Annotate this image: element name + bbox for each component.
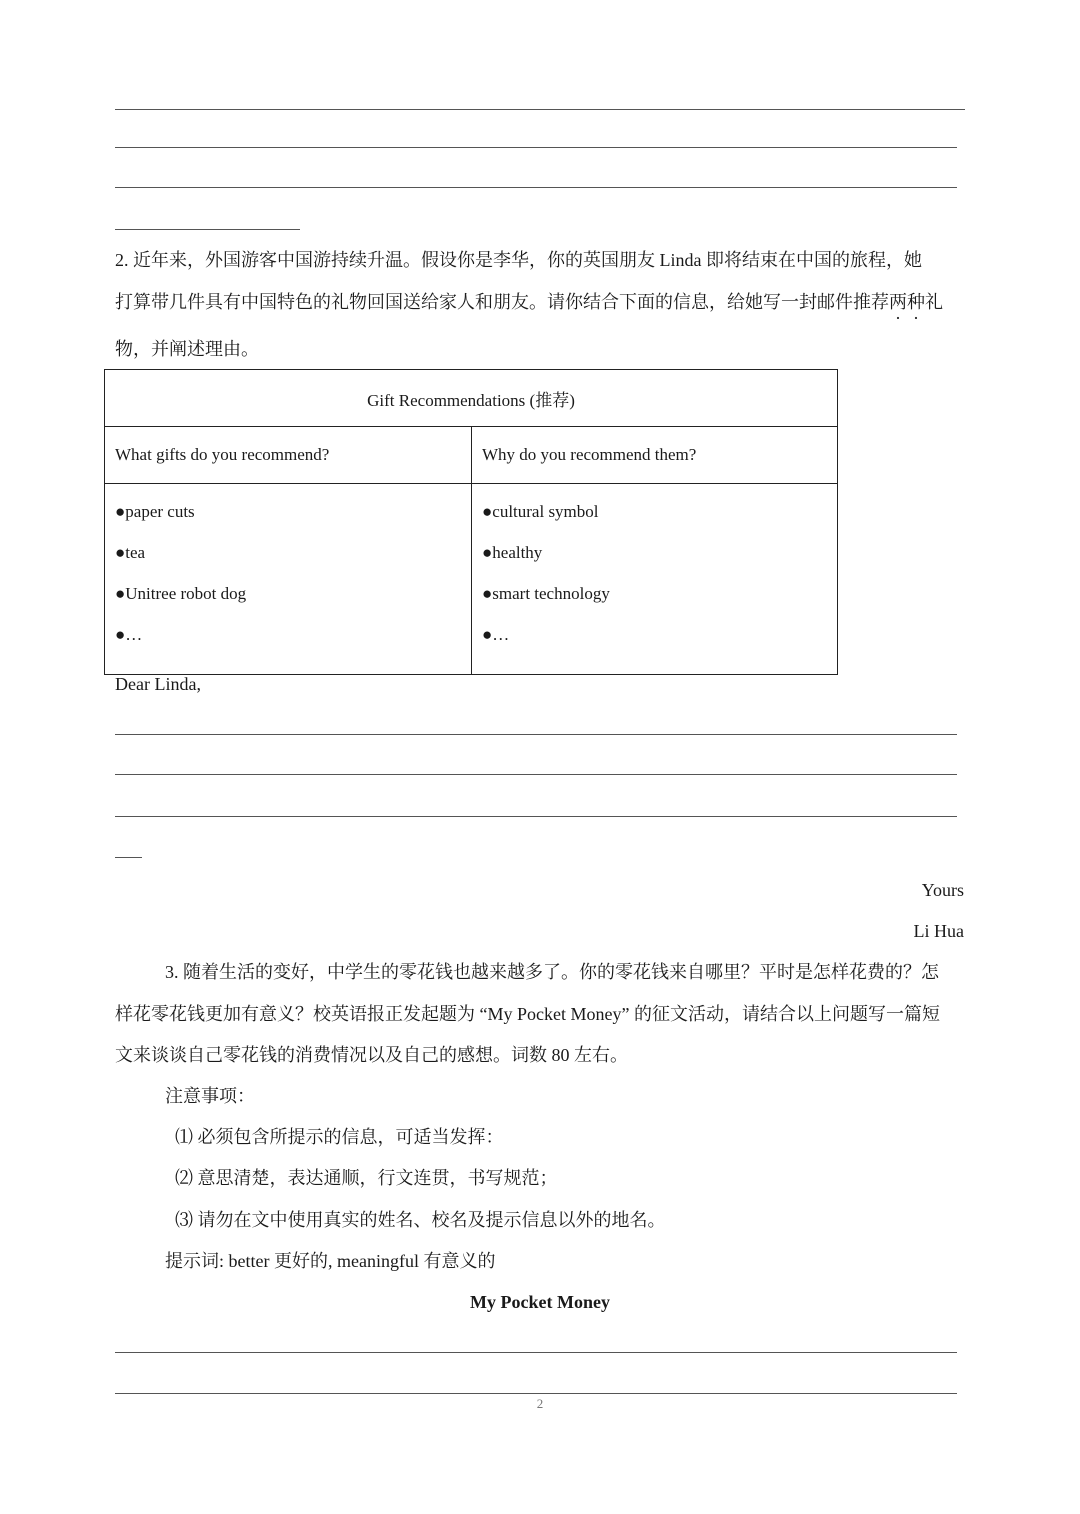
list-item: ●Unitree robot dog (115, 584, 247, 603)
writing-line (115, 229, 300, 230)
writing-line (115, 734, 957, 735)
emphasis-char: 两 (889, 292, 907, 312)
gift-list (105, 484, 472, 675)
writing-line (115, 1393, 957, 1394)
q2-prompt-line-3: 物，并阐述理由。 (115, 339, 259, 359)
table-title: Gift Recommendations (推荐) (105, 370, 838, 427)
q3-note-1: ⑴ 必须包含所提示的信息，可适当发挥： (175, 1127, 504, 1147)
list-item: ●paper cuts (115, 502, 195, 521)
writing-line (115, 187, 957, 188)
q2-prompt-line-2-text: 打算带几件具有中国特色的礼物回国送给家人和朋友。请你结合下面的信息，给她写一封邮件推荐 (115, 292, 889, 312)
letter-closing: Yours (921, 880, 964, 900)
q3-note-2: ⑵ 意思清楚，表达通顺，行文连贯，书写规范； (175, 1168, 558, 1188)
list-item: ●… (115, 625, 143, 644)
q2-prompt-line-2 (115, 290, 965, 314)
list-item: ●tea (115, 543, 146, 562)
writing-line (115, 147, 957, 148)
writing-line (115, 774, 957, 775)
gift-recommendations-table (104, 369, 838, 675)
reason-list (472, 484, 838, 675)
list-item: ●healthy (482, 543, 543, 562)
list-item: ●… (482, 625, 510, 644)
page-number: 2 (536, 1396, 544, 1411)
column-header-gifts: What gifts do you recommend? (105, 427, 472, 484)
q3-notes-title: 注意事项： (165, 1086, 255, 1106)
q2-prompt-line-1: 2. 近年来，外国游客中国游持续升温。假设你是李华，你的英国朋友 Linda 即将结束在中国的旅程，她 (115, 250, 922, 270)
q3-note-3: ⑶ 请勿在文中使用真实的姓名、校名及提示信息以外的地名。 (175, 1210, 666, 1230)
q3-prompt-line-1: 3. 随着生活的变好，中学生的零花钱也越来越多了。你的零花钱来自哪里？平时是怎样花费的？怎 (165, 962, 939, 982)
writing-line (115, 1352, 957, 1353)
emphasis-char: 种 (907, 292, 925, 312)
q3-hints: 提示词: better 更好的, meaningful 有意义的 (165, 1251, 496, 1271)
writing-line (115, 109, 965, 110)
writing-line (115, 816, 957, 817)
writing-line (115, 857, 142, 858)
letter-greeting: Dear Linda, (115, 674, 201, 694)
list-item: ●smart technology (482, 584, 610, 603)
essay-title: My Pocket Money (470, 1292, 610, 1312)
letter-signature: Li Hua (913, 921, 964, 941)
q2-prompt-line-2-end: 礼 (925, 292, 943, 312)
q3-prompt-line-3: 文来谈谈自己零花钱的消费情况以及自己的感想。词数 80 左右。 (115, 1045, 628, 1065)
q3-prompt-line-2: 样花零花钱更加有意义？校英语报正发起题为 “My Pocket Money” 的征文活动，请结合以上问题写一篇短 (115, 1004, 940, 1024)
list-item: ●cultural symbol (482, 502, 599, 521)
column-header-reasons: Why do you recommend them? (472, 427, 838, 484)
